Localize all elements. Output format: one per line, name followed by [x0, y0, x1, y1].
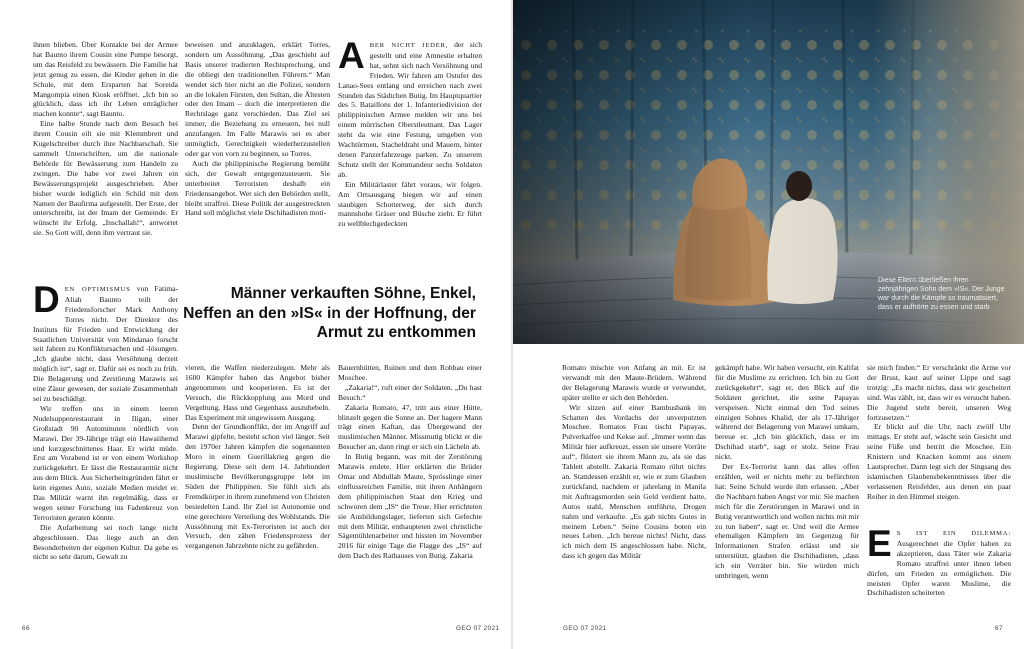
paragraph: beweisen und anzuklagen, erklärt Torres, sondern um Aussöhnung. „Das geschieht auf Basis unserer tradierten Rechtsprechung, und die obliegt den traditionellen Führern.“ Man wendet sich hier nicht an die Polizei, sondern an die lokalen Fürsten, den Sultan, die Ältesten oder den Imam – doch die interpretieren die Rechtslage ganz verschieden. Das Ziel sei immer, die Beziehung zu erneuern, bei null anzufangen. Im Falle Marawis sei es aber unmöglich, Gerechtigkeit wiederherzustellen oder gar von vorn zu beginnen, so Torres.: [185, 40, 330, 158]
column-1: [562, 363, 706, 604]
paragraph: Ausgerechnet die Opfer haben zu akzeptieren, dass Täter wie Zakaria Romato straffrei unter ihnen leben dürfen, um Frieden zu ermöglichen. Die meisten Opfer waren Muslime, die Dschihadisten scheiterten: [867, 538, 1011, 598]
column-2-top: [185, 40, 330, 255]
photo-caption: Diese Eltern überließen ihren zehnjährigen Sohn dem »IS«. Der Junge war durch die Kämpfe so traumatisiert, dass er aufhörte zu essen und starb: [878, 277, 1005, 311]
paragraph: Romato mischte von Anfang an mit. Er ist verwandt mit den Maute-Brüdern. Während der Belagerung Marawis wurde er verwundet, später stellte er sich den Behörden.: [562, 363, 706, 402]
paragraph: Er blickt auf die Uhr, nach zwölf Uhr mittags. Er steht auf, wäscht sein Gesicht und seine Füße und betritt die Moschee. Ein Knistern und Knacken kommt aus einem Lautsprecher. Dann legt sich der Singsang des islamischen Glaubensbekenntnisses über die verlassenen Reisfelder, aus denen ein paar Reiher in den Himmel steigen.: [867, 422, 1011, 501]
paragraph: vieren, die Waffen niederzulegen. Mehr als 1600 Kämpfer haben das Angebot bisher angenommen und kooperieren. Es ist der Versuch, die Rückkopplung aus Mord und Vergeltung, Hass und Gegenhass auszuhebeln. Das Experiment mit ungewissem Ausgang.: [185, 363, 330, 422]
paragraph: „Zakaria!“, ruft einer der Soldaten. „Du hast Besuch.“: [338, 382, 482, 402]
paragraph: Bauernhütten, Ruinen und dem Rohbau einer Moschee.: [338, 363, 482, 382]
column-1-top: [33, 40, 178, 276]
paragraph: In Butig begann, was mit der Zerstörung Marawis endete. Hier erklärten die Brüder Omar und Abdullah Maute, Sprösslinge einer einflussreichen Familie, mit ihren Anhängern dem philippinischen Staat den Krieg und schworen dem „IS“ die Treue. Hier errichteten sie Ausbildungslager, lieferten sich Gefechte mit dem Militär, enthaupteten zwei christliche Sägemühlenarbeiter und hissten im November 2016 für einige Tage die Flagge des „IS“ auf dem Dach des Rathauses von Butig. Zakaria: [338, 452, 482, 561]
drop-cap: A: [338, 40, 365, 76]
right-page: [513, 0, 1024, 649]
column-1-bottom: [33, 284, 178, 604]
paragraph: von Fatima-Aliah Baunto teilt der Friedensforscher Mark Anthony Torres nicht. Der Direktor des Instituts für Frieden und Entwicklung der Staatlichen Universität von Mindanao forscht seit Jahren zu Konfliktursachen und -lösungen. „Ich glaube nicht, dass Versöhnung derzeit möglich ist“, sagt er. Dafür sei es noch zu früh. Die Belagerung und Zerstörung Marawis sei eine Zäsur gewesen, der soziale Zusammenhalt sei zu beschädigt.: [33, 284, 178, 403]
column-3-top: [867, 363, 1011, 523]
paragraph: Die Aufarbeitung sei noch lange nicht abgeschlossen. Das liege auch an den Besonderheiten der eigenen Kultur. Da gehe es nicht so sehr darum, Gewalt zu: [33, 522, 178, 562]
page-number: 67: [995, 625, 1003, 632]
left-page: [0, 0, 511, 649]
paragraph: Wir sitzen auf einer Bambusbank im Schatten des Vordachs der unverputzten Moschee. Romatos Frau tischt Papayas, Pulverkaffee und Kekse auf. „Immer wenn das Militär hier aufkreuzt, essen sie unsere Vorräte auf“, flüstert sie ihrem Mann zu, als sie das Tablett abstellt. Zakaria Romato rührt nichts an. Stattdessen erzählt er, wie er zum Glauben zurückfand, nachdem er jahrelang in Manila mit Auftragsmorden sein Geld verdient hatte, Autos stahl, Menschen entführte, Drogen nahm und verkaufte. „Es gab nichts Gutes in meinem Leben.“ Seine Cousins boten ein neues Leben. „Ich bereue nichts! Nicht, dass ich mich dem IS angeschlossen habe. Nicht, dass ich gegen das Militär: [562, 402, 706, 561]
paragraph: Ein Militärlaster fährt voraus, wir folgen. Am Ortsausgang biegen wir auf einen staubigen Schotterweg, der sich durch mannshohe Gräser und Büsche zieht. Er führt zu wellblechgedeckten: [338, 179, 482, 229]
column-3-bottom: [338, 363, 482, 604]
column-3-bottom: [867, 528, 1011, 604]
lead-in: BER NICHT JEDER,: [369, 42, 449, 49]
column-3-top: [338, 40, 482, 255]
photo-parents: [513, 0, 1024, 344]
paragraph: Zakaria Romato, 47, tritt aus einer Hütte, blinzelt gegen die Sonne an. Der hagere Mann trägt einen Kaftan, das Übergewand der muslimischen Männer. Missmutig blickt er die Besucher an, dann ringt er sich ein Lächeln ab.: [338, 402, 482, 452]
column-2: [715, 363, 859, 604]
drop-cap: E: [867, 528, 892, 564]
drop-cap: D: [33, 284, 60, 320]
paragraph: der sich gestellt und eine Amnestie erhalten hat, sehnt sich nach Versöhnung und Frieden. Wir fahren am Ostufer des Lanao-Sees entlang und erreichen nach zwei Stunden das Städtchen Butig. Im Hauptquartier des 5. Bataillons der 1. Infanteriedivision der philippinischen Armee melden wir uns bei einem mürrischen Oberstleutnant. Das Lager steht da wie eine Festung, umgeben von Wachtürmen, Stacheldraht und Mauern, hinter denen Panzerfahrzeuge parken. Zu unserem Schutz stellt der Kommandeur sechs Soldaten ab.: [338, 40, 482, 179]
paragraph: ihnen blieben. Über Kontakte bei der Armee hat Baunto ihrem Cousin eine Pumpe besorgt, um das Reisfeld zu bewässern. Die Familie hat jetzt genug zu essen, die Kinder gehen in die Schule, mit dem Ersparten hat Soreida Mangompia einen Kiosk eröffnet. „Ich bin so glücklich, dass ich ihr Leben erträglicher machen konnte“, sagt Baunto.: [33, 40, 178, 119]
paragraph: Eine halbe Stunde nach dem Besuch bei ihrem Cousin eilt sie mit Klemmbrett und Kugelschreiber durch ihre Nachbarschaft. Sie sammelt Unterschriften, um die nationale Behörde für Bewässerung zum Handeln zu zwingen. Die habe vor zwei Jahren ein Bewässerungsprojekt ausgeschrieben. Aber bisher wurde lediglich ein Schild mit dem Namen der Baufirma aufgestellt. Der Erste, der unterschreibt, ist der Imam der Gemeinde. Er wünscht ihr Erfolg. „Inschallah!“, antwortet sie. So Gott will, denn ihm vertraut sie.: [33, 119, 178, 238]
column-2-bottom: [185, 363, 330, 604]
page-number: 66: [22, 625, 30, 632]
issue-label: GEO 07 2021: [456, 625, 500, 632]
paragraph: gekämpft habe. Wir haben versucht, ein Kalifat für die Muslime zu errichten. Ich bin zu Gott zurückgekehrt“, sagt er, den Blick auf die Soldaten gerichtet, die seine Papayas verspeisen. Nicht einmal den Tod seines einzigen Sohnes Khalid, der als 17-Jähriger während der Belagerung von Marawi umkam, bereue er. „Ich bin glücklich, dass er im Dschihad starb“, sagt er stolz. Seine Frau nickt.: [715, 363, 859, 462]
paragraph: Der Ex-Terrorist kann das alles offen erzählen, weil er nichts mehr zu befürchten hat: Seine Schuld wurde ihm erlassen. „Aber die Nachbarn haben Angst vor mir. Sie machen mich für die Zerstörungen in Marawi und in Butig verantwortlich und wollen nichts mit mir zu tun haben“, sagt er. Und weil die Armee ehemaligen Kämpfern im Gegenzug für Informationen Strafen erlässt und sie unterstützt, glauben die Dschihadisten, „dass ich ein Verräter bin. Sie würden mich umbringen, wenn: [715, 462, 859, 581]
pull-quote-headline: Männer verkauften Söhne, Enkel, Neffen an den »IS« in der Hoffnung, der Armut zu entkommen: [183, 285, 476, 341]
issue-label: GEO 07 2021: [563, 625, 607, 632]
lead-in: S IST EIN DILEMMA:: [896, 530, 1011, 537]
paragraph: Wir treffen uns in einem leeren Nudelsuppenrestaurant in Iligan, einer Großstadt 90 Autominuten nördlich von Marawi. Der 39-Jährige trägt ein Hawaiihemd und kurzgeschnittenes Haar. Er wirkt müde. Erst am Vorabend ist er von einem Workshop zurückgekehrt. Er lässt die Restauranttür nicht aus dem Blick. Aus Sicherheitsgründen fährt er kein eigenes Auto, soziale Medien meidet er. Das Militär warnt ihn regelmäßig, dass er wegen seiner Forschung ins Fadenkreuz von Terroristen geraten könnte.: [33, 403, 178, 522]
paragraph: Denn der Grundkonflikt, der im Angriff auf Marawi gipfelte, besteht schon viel länger. Seit den 1970er Jahren kämpfen die sogenannten Moro in einem Guerillakrieg gegen die Regierung. Diese seit dem 14. Jahrhundert muslimische Bevölkerungsgruppe lebt im Süden der Philippinen. Sie fühlt sich als Fremdkörper in ihrem zunehmend von Christen besiedelten Land. Ihr Ziel ist Autonomie und eine gerechtere Verteilung des Wohlstands. Die Aussöhnung mit Ex-Terroristen ist auch der Versuch, den zähen Friedensprozess der vergangenen Jahrzehnte nicht zu gefährden.: [185, 422, 330, 551]
paragraph: Auch die philippinische Regierung bemüht sich, der Gewalt entgegenzusteuern. Sie unterbreitet Terroristen deshalb ein Friedensangebot. Wer sich den Behörden stellt, bleibt straffrei. Diese Politik der ausgestreckten Hand soll möglichst viele Dschihadisten moti-: [185, 158, 330, 218]
lead-in: EN OPTIMISMUS: [64, 286, 131, 293]
paragraph: sie mich finden.“ Er verschränkt die Arme vor der Brust, kaut auf seiner Lippe und sagt trotzig: „Es macht nichts, dass wir gescheitert sind. Was zählt, ist, dass wir es versucht haben. Die Jugend steht bereit, unseren Weg fortzusetzen.“: [867, 363, 1011, 422]
